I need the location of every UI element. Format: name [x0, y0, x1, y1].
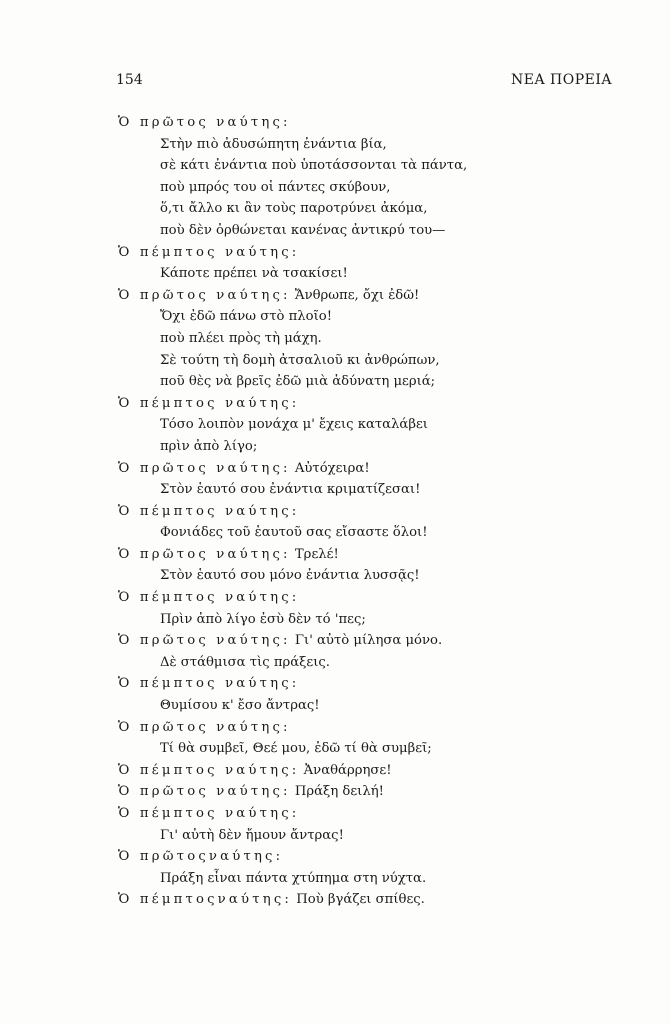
verse-line: ποὺ δὲν ὀρθώνεται κανένας ἀντικρύ του—: [160, 222, 446, 238]
speech-block: [118, 501, 618, 544]
speaker-name: Ὁ πρῶτος ναύτης:: [118, 460, 291, 476]
verse-line: ποὺ μπρός του οἱ πάντες σκύβουν,: [160, 179, 391, 195]
verse-line: Στὸν ἑαυτό σου μόνο ἐνάντια λυσσᾷς!: [160, 568, 420, 584]
speaker-name: Ὁ πρῶτος ναύτης:: [118, 633, 291, 649]
speaker-line: [118, 781, 618, 803]
speaker-name: Ὁ πρῶτος ναύτης:: [118, 719, 291, 735]
speech-block: [118, 630, 618, 673]
speaker-line: [118, 242, 618, 264]
speech-block: [118, 803, 618, 846]
speech-block: [118, 112, 618, 242]
verse-line: Δὲ στάθμισα τὶς πράξεις.: [160, 654, 330, 670]
speaker-name: Ὁ πέμπτος ναύτης:: [118, 762, 300, 778]
speaker-line: [118, 112, 618, 134]
dialogue-text: [118, 112, 618, 911]
speech-block: [118, 393, 618, 458]
verse-line: πρὶν ἀπὸ λίγο;: [160, 438, 258, 454]
speaker-line: [118, 673, 618, 695]
page-number: 154: [116, 72, 143, 88]
verse-line: ποὺ πλέει πρὸς τὴ μάχη.: [160, 330, 322, 346]
inline-speech: Ποὺ βγάζει σπίθες.: [296, 892, 425, 908]
speaker-name: Ὁ πρῶτος ναύτης:: [118, 546, 291, 562]
speaker-line: [118, 544, 618, 566]
speaker-name: Ὁ πέμπτος ναύτης:: [118, 395, 300, 411]
verse-line: Ὄχι ἐδῶ πάνω στὸ πλοῖο!: [160, 309, 333, 325]
verse-line: Κάποτε πρέπει νὰ τσακίσει!: [160, 266, 348, 282]
running-head: ΝΕΑ ΠΟΡΕΙΑ: [511, 72, 612, 88]
speech-block: [118, 781, 618, 803]
speaker-line: [118, 630, 618, 652]
speaker-name: Ὁ πέμπτος ναύτης:: [118, 806, 300, 821]
speaker-line: [118, 846, 618, 868]
speaker-line: [118, 587, 618, 609]
verse-line: Τί θὰ συμβεῖ, Θεέ μου, ἐδῶ τί θὰ συμβεῖ;: [160, 741, 432, 757]
verse-line: Στὸν ἑαυτό σου ἐνάντια κριματίζεσαι!: [160, 482, 421, 498]
inline-speech: Ἀναθάρρησε!: [303, 762, 392, 778]
speaker-name: Ὁ πέμπτος ναύτης:: [118, 503, 300, 519]
speaker-name: Ὁ πέμπτος ναύτης:: [118, 676, 300, 692]
inline-speech: Γι' αὐτὸ μίλησα μόνο.: [294, 633, 443, 649]
verse-line: Στὴν πιὸ ἀδυσώπητη ἐνάντια βία,: [160, 136, 387, 152]
verse-line: Φονιάδες τοῦ ἑαυτοῦ σας εἴσαστε ὅλοι!: [160, 525, 428, 541]
verse-line: ὅ,τι ἄλλο κι ἂν τοὺς παροτρύνει ἀκόμα,: [160, 201, 428, 217]
speaker-name: Ὁ πέμπτος ναύτης:: [118, 244, 300, 260]
speaker-line: [118, 458, 618, 480]
speaker-name: Ὁ πρῶτος ναύτης:: [118, 115, 291, 130]
speech-block: [118, 760, 618, 782]
speech-block: [118, 285, 618, 393]
speech-block: [118, 717, 618, 760]
inline-speech: Ἄνθρωπε, ὄχι ἐδῶ!: [294, 287, 420, 303]
page-header: [116, 72, 612, 94]
speaker-line: [118, 717, 618, 739]
verse-line: Θυμίσου κ' ἔσο ἄντρας!: [160, 698, 320, 714]
verse-line: σὲ κάτι ἐνάντια ποὺ ὑποτάσσονται τὰ πάντα,: [160, 158, 468, 174]
verse-line: Σὲ τούτη τὴ δομὴ ἀτσαλιοῦ κι ἀνθρώπων,: [160, 352, 440, 368]
verse-line: Τόσο λοιπὸν μονάχα μ' ἔχεις καταλάβει: [160, 417, 428, 433]
speaker-name: Ὁ πέμπτος ναύτης:: [118, 590, 300, 606]
verse-line: Πρὶν ἀπὸ λίγο ἐσὺ δὲν τό 'πες;: [160, 611, 366, 627]
speaker-line: [118, 760, 618, 782]
inline-speech: Τρελέ!: [294, 546, 339, 562]
speech-block: [118, 673, 618, 716]
speech-block: [118, 587, 618, 630]
verse-line: Πράξη εἶναι πάντα χτύπημα στη νύχτα.: [160, 870, 427, 886]
verse-line: ποῦ θὲς νὰ βρεῖς ἐδῶ μιὰ ἀδύνατη μεριά;: [160, 374, 436, 390]
inline-speech: Πράξη δειλή!: [294, 784, 384, 800]
speech-block: [118, 846, 618, 889]
speaker-name: Ὁ πρῶτοςναύτης:: [118, 849, 284, 865]
speaker-line: [118, 393, 618, 415]
speaker-line: [118, 501, 618, 523]
speech-block: [118, 458, 618, 501]
speaker-line: [118, 889, 618, 911]
verse-line: Γι' αὐτὴ δὲν ἤμουν ἄντρας!: [160, 827, 344, 843]
speech-block: [118, 889, 618, 911]
speaker-line: [118, 285, 618, 307]
speaker-name: Ὁ πέμπτοςναύτης:: [118, 892, 293, 908]
inline-speech: Αὐτόχειρα!: [294, 460, 370, 476]
speaker-line: [118, 803, 618, 825]
speaker-name: Ὁ πρῶτος ναύτης:: [118, 287, 291, 303]
speech-block: [118, 242, 618, 285]
speech-block: [118, 544, 618, 587]
speaker-name: Ὁ πρῶτος ναύτης:: [118, 784, 291, 800]
